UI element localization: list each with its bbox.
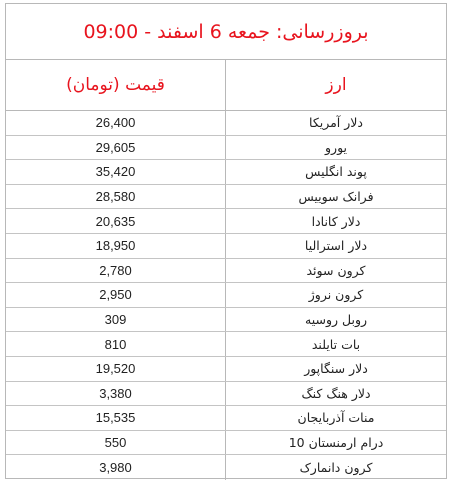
table-row: [6, 234, 446, 259]
currency-name-cell: دلار هنگ کنگ: [301, 385, 371, 401]
currency-name-cell: کرون دانمارک: [299, 460, 373, 476]
currency-name-cell: روبل روسیه: [305, 312, 368, 328]
price-cell: 15,535: [6, 406, 226, 430]
price-cell: 810: [6, 332, 226, 356]
currency-name-cell: یورو: [325, 139, 348, 155]
price-cell: 18,950: [6, 234, 226, 258]
currency-column-header: ارز: [325, 75, 347, 95]
price-cell: 20,635: [6, 209, 226, 233]
currency-name-cell: دلار کانادا: [311, 213, 361, 229]
table-row: [6, 209, 446, 234]
update-title-text: بروزرسانی: جمعه 6 اسفند - 09:00: [83, 20, 369, 43]
update-title: [6, 4, 446, 60]
price-cell: 29,605: [6, 136, 226, 160]
currency-name-cell: بات تایلند: [311, 336, 361, 352]
table-row: [6, 136, 446, 161]
currency-name-cell: درام ارمنستان 10: [288, 435, 384, 451]
price-cell: 28,580: [6, 185, 226, 209]
currency-name-cell: فرانک سوییس: [298, 189, 374, 205]
price-cell: 35,420: [6, 160, 226, 184]
table-row: [6, 283, 446, 308]
price-cell: 3,980: [6, 455, 226, 480]
price-cell: 2,950: [6, 283, 226, 307]
table-row: [6, 455, 446, 480]
exchange-rate-table: [5, 3, 447, 479]
price-cell: 550: [6, 431, 226, 455]
currency-name-cell: پوند انگلیس: [305, 164, 367, 180]
price-cell: 3,380: [6, 382, 226, 406]
currency-name-cell: کرون سوئد: [306, 262, 366, 278]
price-column-header: قیمت (تومان): [6, 60, 226, 110]
price-cell: 309: [6, 308, 226, 332]
table-row: [6, 160, 446, 185]
table-body: [6, 111, 446, 480]
currency-name-cell: دلار آمریکا: [309, 115, 363, 131]
table-row: [6, 308, 446, 333]
price-cell: 2,780: [6, 259, 226, 283]
table-row: [6, 357, 446, 382]
table-row: [6, 332, 446, 357]
table-row: [6, 259, 446, 284]
currency-name-cell: کرون نروژ: [308, 287, 364, 303]
table-row: [6, 111, 446, 136]
currency-name-cell: دلار سنگاپور: [304, 361, 368, 377]
table-header: [6, 60, 446, 111]
table-row: [6, 431, 446, 456]
price-cell: 19,520: [6, 357, 226, 381]
table-row: [6, 382, 446, 407]
table-row: [6, 406, 446, 431]
currency-name-cell: منات آذربایجان: [297, 410, 375, 426]
table-row: [6, 185, 446, 210]
price-cell: 26,400: [6, 111, 226, 135]
currency-name-cell: دلار استرالیا: [304, 238, 368, 254]
